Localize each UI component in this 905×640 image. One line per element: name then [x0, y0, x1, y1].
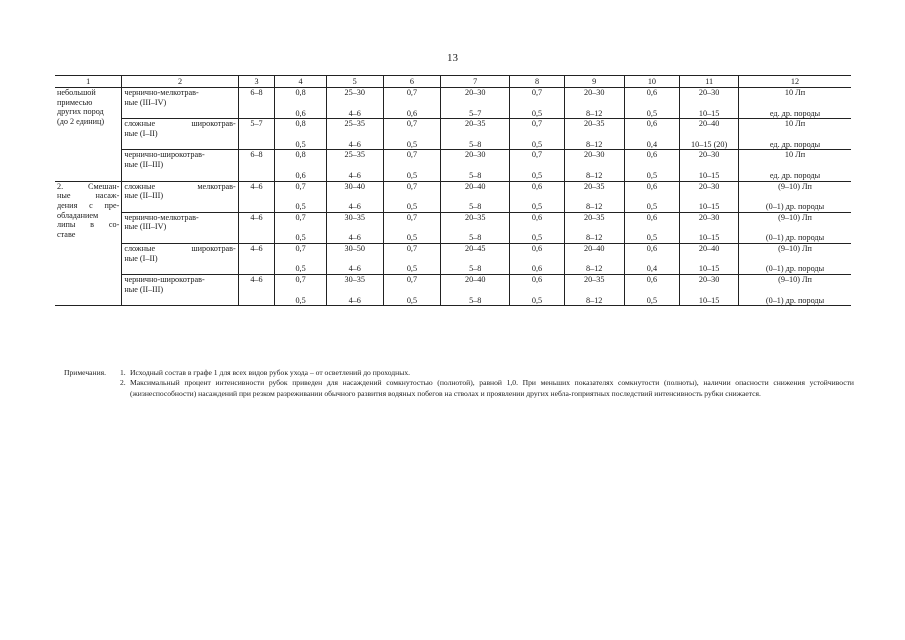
- value-cell: 4–6: [238, 243, 274, 274]
- value-cell: 25–30: [326, 88, 383, 101]
- value-cell: 0,6: [383, 101, 441, 119]
- value-cell: 0,6: [624, 212, 680, 225]
- value-cell: 4–6: [326, 101, 383, 119]
- value-cell: (9–10) Лп: [778, 181, 812, 191]
- value-cell: 5–8: [441, 163, 510, 181]
- forest-type-line: ные (II–III): [124, 191, 164, 201]
- value-cell: 0,5: [275, 256, 327, 274]
- col-header: 10: [624, 76, 680, 88]
- value-cell: 5–8: [441, 132, 510, 150]
- forest-type-cell: [122, 181, 238, 212]
- forest-type-line: чернично-мелкотрав-: [124, 212, 199, 222]
- forest-type-line: чернично-широкотрав-: [124, 275, 205, 285]
- value-cell: 0,5: [510, 163, 565, 181]
- forest-type-cell: [122, 212, 238, 243]
- value-cell: 5–8: [441, 225, 510, 243]
- col-header: 6: [383, 76, 441, 88]
- value-cell: (0–1) др. породы: [739, 288, 852, 306]
- value-cell: 0,7: [383, 181, 441, 194]
- group-label-line: других пород: [57, 107, 104, 117]
- value-cell: 8–12: [564, 163, 624, 181]
- value-cell: 0,6: [510, 181, 565, 194]
- table-row: [55, 150, 851, 163]
- value-cell: 30–35: [326, 212, 383, 225]
- group-label-line: ные насаж-: [57, 191, 120, 201]
- value-cell: 0,5: [624, 101, 680, 119]
- col-header: 5: [326, 76, 383, 88]
- forest-type-cell: [122, 150, 238, 181]
- value-cell: 8–12: [564, 132, 624, 150]
- value-cell: 20–30: [441, 150, 510, 163]
- value-cell: 8–12: [564, 101, 624, 119]
- value-cell: 0,4: [624, 256, 680, 274]
- value-cell: 0,5: [510, 132, 565, 150]
- value-cell: 4–6: [326, 225, 383, 243]
- col-header: 7: [441, 76, 510, 88]
- value-cell: 0,5: [275, 288, 327, 306]
- value-cell: 10–15: [680, 101, 739, 119]
- value-cell: 30–35: [326, 275, 383, 288]
- value-cell: 0,5: [383, 163, 441, 181]
- col-header: 1: [55, 76, 122, 88]
- forest-type-line: ные (I–II): [124, 128, 158, 138]
- col-header: 9: [564, 76, 624, 88]
- value-cell: 0,7: [383, 275, 441, 288]
- col-header: 3: [238, 76, 274, 88]
- value-cell: 10–15: [680, 225, 739, 243]
- forest-type-cell: [122, 88, 238, 119]
- value-cell: 4–6: [326, 256, 383, 274]
- col-header: 2: [122, 76, 238, 88]
- note-number: 2.: [120, 378, 126, 388]
- value-cell: 0,7: [510, 119, 565, 132]
- value-cell: 4–6: [326, 132, 383, 150]
- value-cell: (0–1) др. породы: [739, 256, 852, 274]
- col-header: 4: [275, 76, 327, 88]
- value-cell: 4–6: [326, 163, 383, 181]
- col-header: 11: [680, 76, 739, 88]
- forest-type-line: чернично-мелкотрав-: [124, 88, 199, 97]
- value-cell: 20–35: [564, 181, 624, 194]
- value-cell: 20–35: [441, 119, 510, 132]
- data-table: [55, 75, 851, 306]
- col-header: 8: [510, 76, 565, 88]
- forest-type-line: сложные широкотрав-: [124, 119, 236, 129]
- value-cell: 20–35: [441, 212, 510, 225]
- forest-type-cell: [122, 275, 238, 306]
- value-cell: 0,5: [383, 194, 441, 212]
- value-cell: 20–40: [680, 119, 739, 132]
- forest-type-line: ные (III–IV): [124, 222, 167, 232]
- value-cell: 25–35: [326, 119, 383, 132]
- value-cell: 20–35: [564, 212, 624, 225]
- value-cell: 0,5: [510, 288, 565, 306]
- value-cell: 5–8: [441, 256, 510, 274]
- forest-type-line: ные (II–III): [124, 160, 164, 170]
- value-cell: 0,8: [275, 119, 327, 132]
- forest-type-line: ные (I–II): [124, 253, 158, 263]
- value-cell: 0,7: [383, 243, 441, 256]
- value-cell: 8–12: [564, 288, 624, 306]
- value-cell: 8–12: [564, 225, 624, 243]
- value-cell: 20–30: [680, 150, 739, 163]
- value-cell: 20–40: [564, 243, 624, 256]
- value-cell: 20–30: [680, 275, 739, 288]
- forest-type-cell: [122, 243, 238, 274]
- page-number: 13: [447, 52, 458, 64]
- value-cell: 25–35: [326, 150, 383, 163]
- value-cell: 5–8: [441, 288, 510, 306]
- value-cell: 4–6: [238, 212, 274, 243]
- forest-type-cell: [122, 119, 238, 150]
- value-cell: 0,5: [383, 288, 441, 306]
- value-cell: ед. др. породы: [739, 101, 852, 119]
- value-cell: 0,7: [275, 243, 327, 256]
- value-cell: 10–15: [680, 163, 739, 181]
- value-cell: 20–40: [680, 243, 739, 256]
- value-cell: 30–50: [326, 243, 383, 256]
- value-cell: 0,5: [275, 225, 327, 243]
- note-text: Максимальный процент интенсивности рубок приведен для насаждений сомкнутостью (полнотой), равной 1,0. При меньших показателях сомкнутости (полноты), наличии опасности снижения устойчивости (жизнеспособности) насаждений при резком разреживании обычного развития водяных побегов на стволах и проявлении других небла-гоприятных последствий интенсивность рубки снижается.: [130, 378, 854, 398]
- value-cell: (0–1) др. породы: [739, 194, 852, 212]
- group-label-1: [55, 88, 122, 182]
- value-cell: 0,6: [624, 119, 680, 132]
- value-cell: 0,5: [510, 101, 565, 119]
- value-cell: 10 Лп: [784, 150, 806, 160]
- group-label-line: примесью: [57, 97, 93, 107]
- value-cell: 10–15: [680, 288, 739, 306]
- value-cell: 0,6: [624, 243, 680, 256]
- value-cell: 6–8: [238, 150, 274, 181]
- table-row: [55, 181, 851, 194]
- group-label-line: 2. Смешан-: [57, 181, 120, 191]
- value-cell: 0,6: [275, 101, 327, 119]
- value-cell: 20–30: [680, 88, 739, 101]
- notes-block: [64, 368, 854, 399]
- value-cell: 0,8: [275, 150, 327, 163]
- table-row: [55, 275, 851, 288]
- value-cell: 0,6: [510, 212, 565, 225]
- value-cell: 10–15: [680, 256, 739, 274]
- value-cell: 0,5: [510, 194, 565, 212]
- value-cell: 0,6: [510, 256, 565, 274]
- value-cell: 4–6: [326, 288, 383, 306]
- value-cell: 0,5: [624, 288, 680, 306]
- forest-type-line: сложные широкотрав-: [124, 243, 236, 253]
- value-cell: 5–8: [441, 194, 510, 212]
- table-header-row: [55, 76, 851, 88]
- value-cell: 20–40: [441, 275, 510, 288]
- value-cell: 20–35: [564, 275, 624, 288]
- value-cell: 0,5: [383, 132, 441, 150]
- value-cell: 8–12: [564, 256, 624, 274]
- value-cell: 0,5: [275, 194, 327, 212]
- forest-type-line: ные (III–IV): [124, 97, 167, 107]
- value-cell: 0,6: [624, 150, 680, 163]
- forest-type-line: чернично-широкотрав-: [124, 150, 205, 160]
- value-cell: 0,5: [624, 225, 680, 243]
- value-cell: 0,6: [275, 163, 327, 181]
- table-row: [55, 243, 851, 256]
- value-cell: 20–30: [680, 212, 739, 225]
- group-label-line: небольшой: [57, 88, 96, 97]
- value-cell: 0,5: [383, 225, 441, 243]
- value-cell: ед. др. породы: [739, 132, 852, 150]
- value-cell: 30–40: [326, 181, 383, 194]
- group-label-line: (до 2 единиц): [57, 117, 105, 127]
- forest-type-line: ные (II–III): [124, 284, 164, 294]
- value-cell: (9–10) Лп: [778, 275, 812, 285]
- value-cell: 0,7: [275, 275, 327, 288]
- value-cell: 0,6: [510, 275, 565, 288]
- value-cell: 0,6: [624, 88, 680, 101]
- value-cell: 10 Лп: [784, 88, 806, 97]
- value-cell: 0,5: [275, 132, 327, 150]
- value-cell: 20–40: [441, 181, 510, 194]
- value-cell: 20–45: [441, 243, 510, 256]
- table-row: [55, 88, 851, 101]
- value-cell: 10 Лп: [784, 119, 806, 129]
- value-cell: 20–30: [564, 88, 624, 101]
- value-cell: 0,7: [510, 150, 565, 163]
- table-row: [55, 119, 851, 132]
- value-cell: 0,7: [275, 212, 327, 225]
- value-cell: 10–15: [680, 194, 739, 212]
- value-cell: 10–15 (20): [680, 132, 739, 150]
- value-cell: 8–12: [564, 194, 624, 212]
- group-label-line: дения с пре-: [57, 200, 120, 210]
- value-cell: 4–6: [238, 275, 274, 306]
- group-label-line: ставе: [57, 229, 76, 239]
- notes-label: Примечания.: [64, 368, 107, 377]
- group-label-line: обладанием: [57, 210, 99, 220]
- value-cell: 0,6: [624, 275, 680, 288]
- value-cell: 6–8: [238, 88, 274, 119]
- value-cell: 0,8: [275, 88, 327, 101]
- value-cell: 4–6: [238, 181, 274, 212]
- table-row: [55, 212, 851, 225]
- value-cell: 0,7: [383, 88, 441, 101]
- value-cell: 0,5: [624, 194, 680, 212]
- value-cell: 0,5: [624, 163, 680, 181]
- value-cell: 5–7: [441, 101, 510, 119]
- value-cell: 0,7: [383, 119, 441, 132]
- value-cell: 5–7: [238, 119, 274, 150]
- value-cell: 0,7: [383, 150, 441, 163]
- forest-type-line: сложные мелкотрав-: [124, 181, 236, 191]
- value-cell: 0,4: [624, 132, 680, 150]
- group-label-2: [55, 181, 122, 306]
- value-cell: 20–30: [441, 88, 510, 101]
- value-cell: 20–30: [680, 181, 739, 194]
- group-label-line: липы в со-: [57, 220, 120, 230]
- value-cell: 0,7: [383, 212, 441, 225]
- value-cell: 0,5: [383, 256, 441, 274]
- value-cell: 20–30: [564, 150, 624, 163]
- note-text: Исходный состав в графе 1 для всех видов рубок ухода – от осветлений до проходных.: [130, 368, 411, 377]
- col-header: 12: [739, 76, 852, 88]
- value-cell: 0,6: [624, 181, 680, 194]
- value-cell: ед. др. породы: [739, 163, 852, 181]
- note-number: 1.: [120, 368, 126, 377]
- value-cell: (9–10) Лп: [778, 243, 812, 253]
- value-cell: 0,7: [510, 88, 565, 101]
- value-cell: 20–35: [564, 119, 624, 132]
- value-cell: 0,7: [275, 181, 327, 194]
- value-cell: 4–6: [326, 194, 383, 212]
- value-cell: 0,6: [510, 243, 565, 256]
- value-cell: 0,5: [510, 225, 565, 243]
- value-cell: (9–10) Лп: [778, 212, 812, 222]
- value-cell: (0–1) др. породы: [739, 225, 852, 243]
